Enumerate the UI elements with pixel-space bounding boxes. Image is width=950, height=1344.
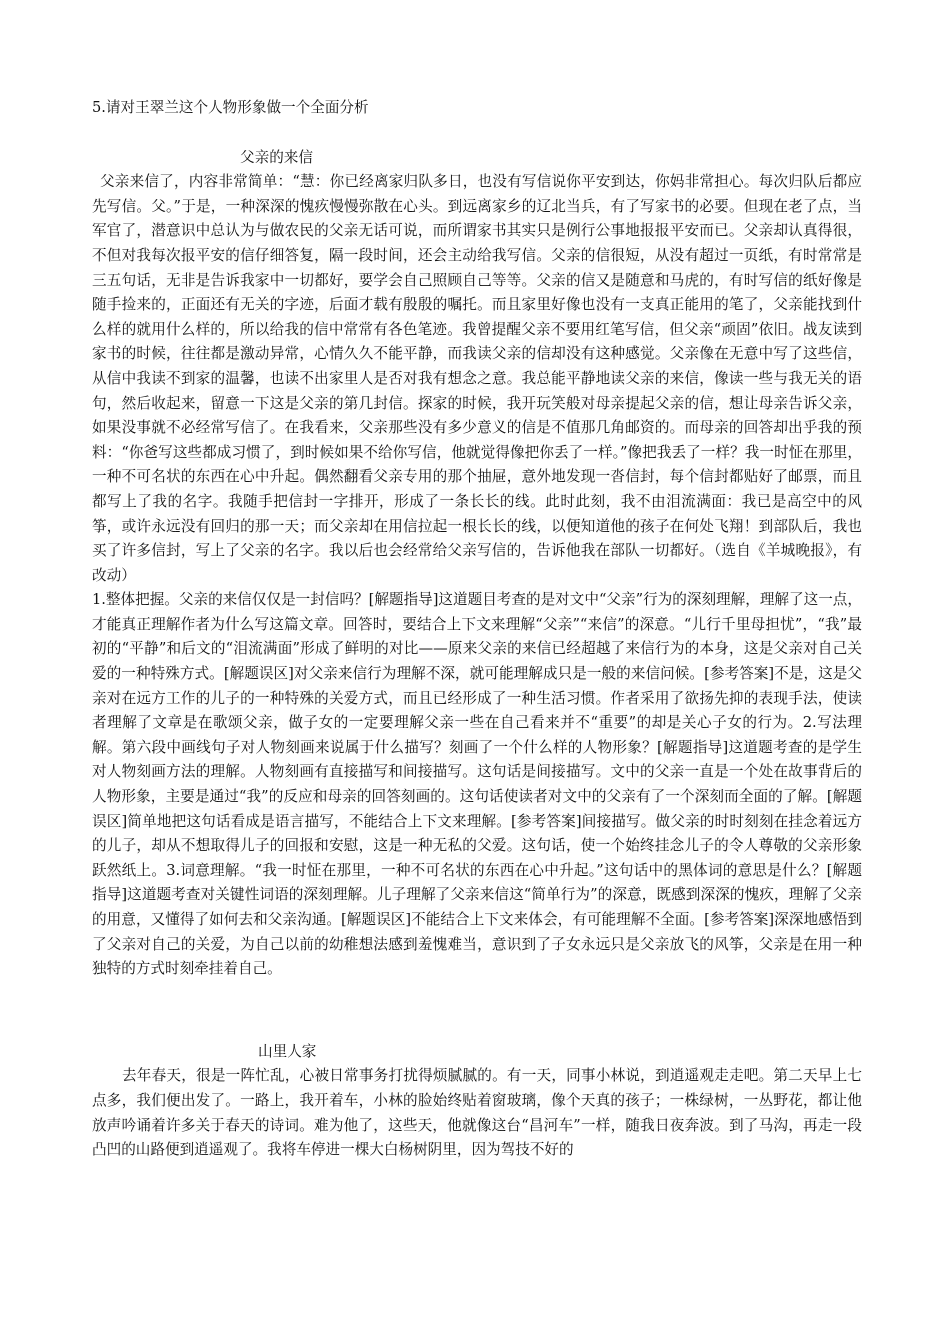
story-title-father-letter: 父亲的来信 xyxy=(240,148,313,166)
question-heading: 5.请对王翠兰这个人物形象做一个全面分析 xyxy=(92,99,369,116)
document-page xyxy=(92,96,862,1163)
story-body-mountain-family: 去年春天，很是一阵忙乱，心被日常事务打扰得烦腻腻的。有一天，同事小林说，到逍遥观走走吧。第二天早上七点多，我们便出发了。一路上，我开着车，小林的脸始终贴着窗玻璃，像个天真的孩子；一株绿树，一丛野花，都让他放声吟诵着许多关于春天的诗词。难为他了，这些天，他就像这台“昌河车”一样，随我日夜奔波。到了马沟，再走一段凸凹的山路便到逍遥观了。我将车停进一棵大白杨树阴里，因为驾技不好的 xyxy=(92,1067,862,1159)
spacer xyxy=(92,982,862,1040)
spacer xyxy=(92,121,862,146)
story-title-mountain-family: 山里人家 xyxy=(258,1042,317,1060)
analysis-paragraph: 1.整体把握。父亲的来信仅仅是一封信吗？[解题指导]这道题目考查的是对文中“父亲”行为的深刻理解，理解了这一点，才能真正理解作者为什么写这篇文章。回答时，要结合上下文来理解“父亲”“来信”的深意。“儿行千里母担忧”，“我”最初的“平静”和后文的“泪流满面”形成了鲜明的对比——原来父亲的来信已经超越了来信行为的本身，这是父亲对自己关爱的一种特殊方式。[解题误区]对父亲来信行为理解不深，就可能理解成只是一般的来信问候。[参考答案]不是，这是父亲对在远方工作的儿子的一种特殊的关爱方式，而且已经形成了一种生活习惯。作者采用了欲扬先抑的表现手法，使读者理解了文章是在歌颂父亲，做子女的一定要理解父亲一些在自己看来并不“重要”的却是关心子女的行为。2.写法理解。第六段中画线句子对人物刻画来说属于什么描写？刻画了一个什么样的人物形象？[解题指导]这道题考查的是学生对人物刻画方法的理解。人物刻画有直接描写和间接描写。这句话是间接描写。文中的父亲一直是一个处在故事背后的人物形象，主要是通过“我”的反应和母亲的回答刻画的。这句话使读者对文中的父亲有了一个深刻而全面的了解。[解题误区]简单地把这句话看成是语言描写，不能结合上下文来理解。[参考答案]间接描写。做父亲的时时刻刻在挂念着远方的儿子，却从不想取得儿子的回报和安慰，这是一种无私的父爱。这句话，使一个始终挂念儿子的令人尊敬的父亲形象跃然纸上。3.词意理解。“我一时怔在那里，一种不可名状的东西在心中升起。”这句话中的黑体词的意思是什么？[解题指导]这道题考查对关键性词语的深刻理解。儿子理解了父亲来信这“简单行为”的深意，既感到深深的愧疚，理解了父亲的用意，又懂得了如何去和父亲沟通。[解题误区]不能结合上下文来体会，有可能理解不全面。[参考答案]深深地感悟到了父亲对自己的关爱，为自己以前的幼稚想法感到羞愧难当，意识到了子女永远只是父亲放飞的风筝，父亲是在用一种独特的方式时刻牵挂着自己。 xyxy=(92,591,862,978)
story-body-father-letter: 父亲来信了，内容非常简单：“慧：你已经离家归队多日，也没有写信说你平安到达，你妈非常担心。每次归队后都应先写信。父。”于是，一种深深的愧疚慢慢弥散在心头。到远离家乡的辽北当兵，有了写家书的必要。但现在老了点，当军官了，潜意识中总认为与做农民的父亲无话可说，而所谓家书其实只是例行公事地报报平安而已。父亲却认真得很，不但对我每次报平安的信仔细答复，隔一段时间，还会主动给我写信。父亲的信很短，从没有超过一页纸，有时常常是三五句话，无非是告诉我家中一切都好，要学会自己照顾自己等等。父亲的信又是随意和马虎的，有时写信的纸好像是随手捡来的，正面还有无关的字迹，后面才载有殷殷的嘱托。而且家里好像也没有一支真正能用的笔了，父亲能找到什么样的就用什么样的，所以给我的信中常常有各色笔迹。我曾提醒父亲不要用红笔写信，但父亲“顽固”依旧。战友读到家书的时候，往往都是激动异常，心情久久不能平静，而我读父亲的信却没有这种感觉。父亲像在无意中写了这些信，从信中我读不到家的温馨，也读不出家里人是否对我有想念之意。我总能平静地读父亲的来信，像读一些与我无关的语句，然后收起来，留意一下这是父亲的第几封信。探家的时候，我开玩笑般对母亲提起父亲的信，想让母亲告诉父亲，如果没事就不必经常写信了。在我看来，父亲那些没有多少意义的信是不值那几角邮资的。而母亲的回答却出乎我的预料：“你爸写这些都成习惯了，到时候如果不给你写信，他就觉得像把你丢了一样。”像把我丢了一样？我一时怔在那里，一种不可名状的东西在心中升起。偶然翻看父亲专用的那个抽屉，意外地发现一沓信封，每个信封都贴好了邮票，而且都写上了我的名字。我随手把信封一字排开，形成了一条长长的线。此时此刻，我不由泪流满面：我已是高空中的风筝，或许永远没有回归的那一天；而父亲却在用信拉起一根长长的线，以便知道他的孩子在何处飞翔！到部队后，我也买了许多信封，写上了父亲的名字。我以后也会经常给父亲写信的，告诉他我在部队一切都好。（选自《羊城晚报》，有改动） xyxy=(92,173,862,584)
